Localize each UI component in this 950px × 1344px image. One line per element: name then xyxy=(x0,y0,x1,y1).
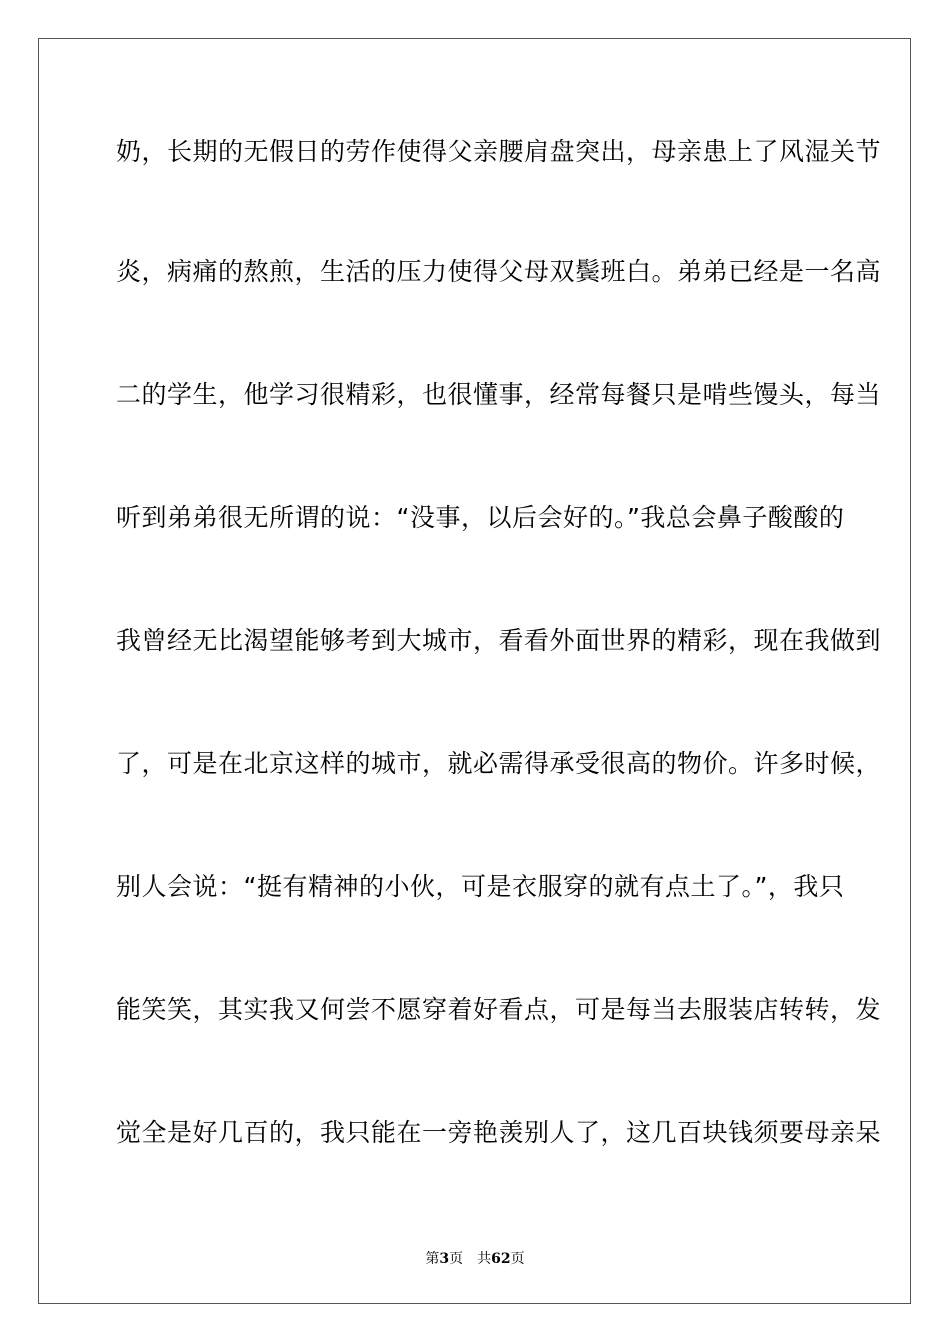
text-line-3: 二的学生，他学习很精彩，也很懂事，经常每餐只是啃些馒头，每当 xyxy=(116,380,882,409)
page-border xyxy=(38,38,911,1304)
text-line-6: 了，可是在北京这样的城市，就必需得承受很高的物价。许多时候， xyxy=(116,749,882,778)
total-pages: 62 xyxy=(491,1251,511,1267)
page-suffix: 页 xyxy=(449,1251,464,1267)
page-footer xyxy=(0,1250,950,1268)
total-prefix: 共 xyxy=(477,1251,492,1267)
text-line-2: 炎，病痛的熬煎，生活的压力使得父母双鬓班白。弟弟已经是一名高 xyxy=(116,257,882,286)
page-number: 3 xyxy=(439,1251,450,1267)
text-line-7: 别人会说：“挺有精神的小伙，可是衣服穿的就有点土了。”，我只 xyxy=(116,872,845,901)
page-prefix: 第 xyxy=(425,1251,440,1267)
text-line-1: 奶，长期的无假日的劳作使得父亲腰肩盘突出，母亲患上了风湿关节 xyxy=(116,137,882,166)
text-line-8: 能笑笑，其实我又何尝不愿穿着好看点，可是每当去服装店转转，发 xyxy=(116,995,882,1024)
total-suffix: 页 xyxy=(510,1251,525,1267)
text-line-4: 听到弟弟很无所谓的说：“没事，以后会好的。”我总会鼻子酸酸的 xyxy=(116,503,845,532)
text-line-5: 我曾经无比渴望能够考到大城市，看看外面世界的精彩，现在我做到 xyxy=(116,626,882,655)
text-line-9: 觉全是好几百的，我只能在一旁艳羡别人了，这几百块钱须要母亲呆 xyxy=(116,1118,882,1147)
